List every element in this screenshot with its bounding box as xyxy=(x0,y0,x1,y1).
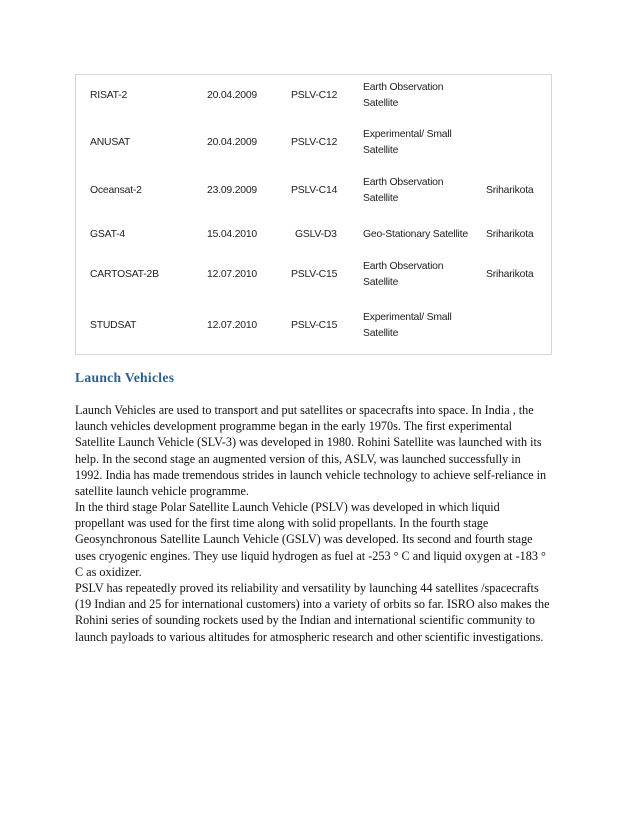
table-row xyxy=(76,215,551,255)
launch-vehicle: PSLV-C12 xyxy=(291,90,338,101)
satellite-type xyxy=(363,306,483,346)
launch-date: 12.07.2010 xyxy=(207,269,258,280)
launch-site: Sriharikota xyxy=(486,185,534,196)
launch-date: 12.07.2010 xyxy=(207,320,258,331)
table-row xyxy=(76,255,551,295)
paragraph-line: PSLV has repeatedly proved its reliability and versatility by launching 44 satellites /spacecrafts xyxy=(75,581,539,595)
paragraph-line: uses cryogenic engines. They use liquid hydrogen as fuel at -253 ° C and liquid oxygen at -183 ° xyxy=(75,548,546,563)
table-row xyxy=(76,123,551,163)
satellite-name: ANUSAT xyxy=(90,137,131,148)
satellite-type-line: Satellite xyxy=(363,98,399,109)
satellite-type-line: Satellite xyxy=(363,145,399,156)
launch-date: 23.09.2009 xyxy=(207,185,258,196)
launch-date: 15.04.2010 xyxy=(207,229,258,240)
section-heading: Launch Vehicles xyxy=(75,370,175,385)
paragraph xyxy=(75,580,565,645)
paragraph-line: Rohini series of sounding rockets used by the Indian and international scientific community to xyxy=(75,613,535,628)
table-row xyxy=(76,76,551,116)
satellite-type-line: Earth Observation xyxy=(363,82,444,93)
satellite-name: CARTOSAT-2B xyxy=(90,269,159,280)
satellite-type-line: Satellite xyxy=(363,193,399,204)
paragraph-line: Geosynchronous Satellite Launch Vehicle (GSLV) was developed. Its second and fourth stage xyxy=(75,532,533,547)
satellite-name: GSAT-4 xyxy=(90,229,125,240)
satellite-name: RISAT-2 xyxy=(90,90,128,101)
satellite-type-line: Satellite xyxy=(363,277,399,288)
launch-date: 20.04.2009 xyxy=(207,90,258,101)
paragraph-line: (19 Indian and 25 for international customers) into a variety of orbits so far. ISRO also makes the xyxy=(75,597,550,612)
satellite-name: Oceansat-2 xyxy=(90,185,142,196)
satellite-type-line: Satellite xyxy=(363,328,399,339)
paragraph-line: propellant was used for the first time along with solid propellants. In the fourth stage xyxy=(75,516,489,531)
launch-date: 20.04.2009 xyxy=(207,137,258,148)
table-row xyxy=(76,171,551,211)
launch-vehicle: GSLV-D3 xyxy=(295,229,337,240)
paragraph xyxy=(75,402,565,499)
paragraph-line: satellite launch vehicle programme. xyxy=(75,484,249,499)
table-row xyxy=(76,306,551,346)
launch-site: Sriharikota xyxy=(486,229,534,240)
satellite-type xyxy=(363,76,483,116)
paragraph-line: Satellite Launch Vehicle (SLV-3) was developed in 1980. Rohini Satellite was launched with its xyxy=(75,435,542,450)
satellite-type xyxy=(363,215,483,255)
paragraph-line: In the third stage Polar Satellite Launch Vehicle (PSLV) was developed in which liquid xyxy=(75,500,500,514)
launch-vehicle: PSLV-C15 xyxy=(291,320,338,331)
paragraph-line: launch vehicles development programme began in the early 1970s. The first experimental xyxy=(75,419,513,434)
satellite-type xyxy=(363,171,483,211)
paragraph-line: help. In the second stage an augmented version of this, ASLV, was launched successfully in xyxy=(75,451,521,466)
paragraph-line: launch payloads to various altitudes for atmospheric research and other scientific investigations. xyxy=(75,629,544,644)
paragraph-line: 1992. India has made tremendous strides in launch vehicle technology to achieve self-reliance in xyxy=(75,467,547,482)
paragraph-line: C as oxidizer. xyxy=(75,564,142,579)
launch-vehicle: PSLV-C15 xyxy=(291,269,338,280)
satellite-type-line: Geo-Stationary Satellite xyxy=(363,229,468,240)
launch-vehicle: PSLV-C14 xyxy=(291,185,338,196)
satellite-type xyxy=(363,255,483,295)
satellite-type-line: Earth Observation xyxy=(363,177,444,188)
satellite-type-line: Experimental/ Small xyxy=(363,312,452,323)
satellite-type-line: Experimental/ Small xyxy=(363,129,452,140)
satellite-launch-table xyxy=(75,74,552,355)
paragraph-line: Launch Vehicles are used to transport and put satellites or spacecrafts into space. In India , the xyxy=(75,403,534,417)
satellite-type xyxy=(363,123,483,163)
satellite-name: STUDSAT xyxy=(90,320,137,331)
launch-vehicle: PSLV-C12 xyxy=(291,137,338,148)
satellite-type-line: Earth Observation xyxy=(363,261,444,272)
launch-site: Sriharikota xyxy=(486,269,534,280)
paragraph xyxy=(75,499,565,580)
